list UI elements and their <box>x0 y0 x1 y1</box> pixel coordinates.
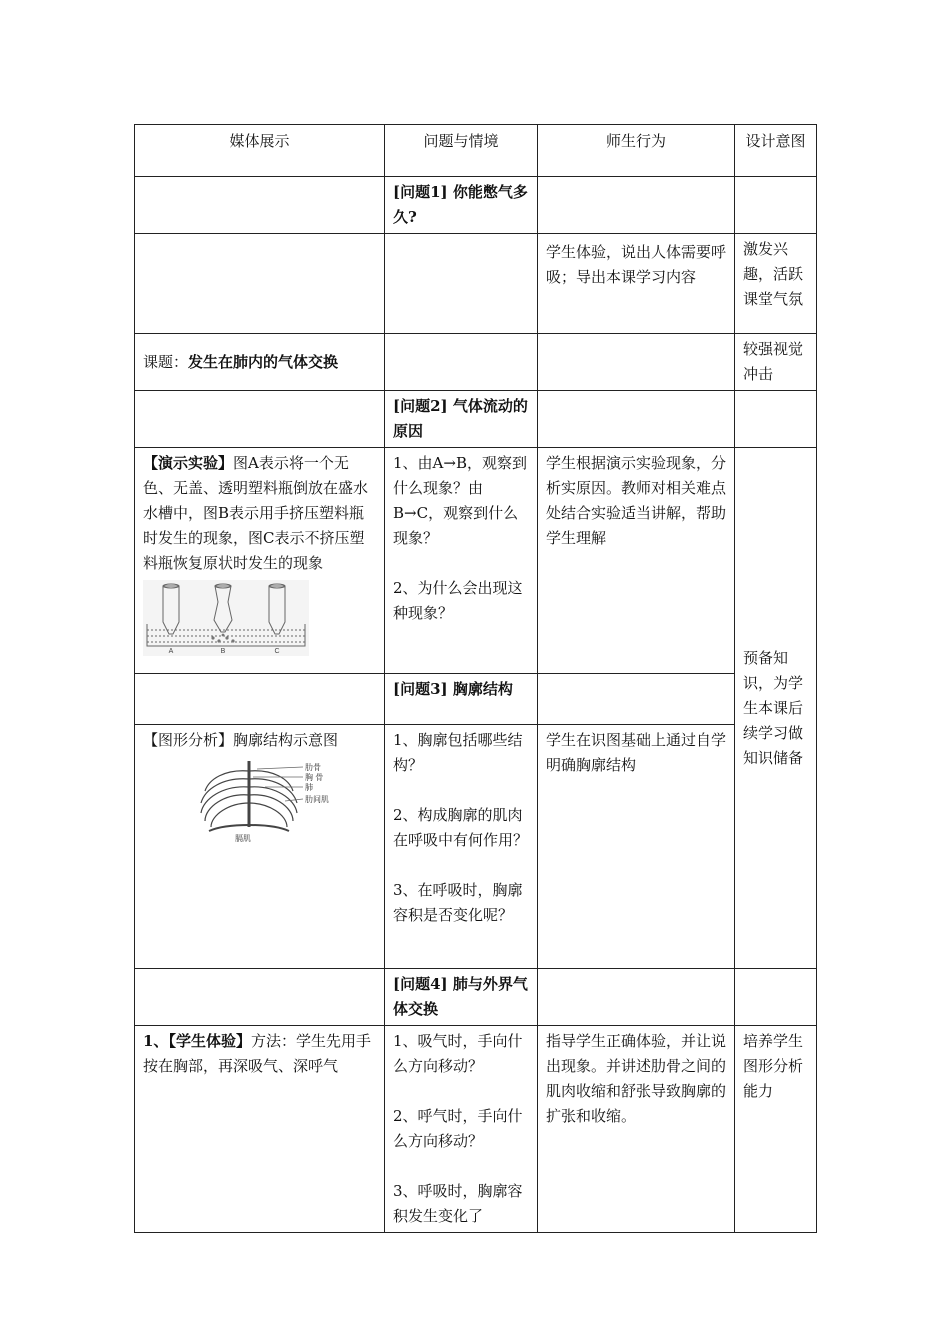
demo-question-1: 1、由A→B，观察到什么现象？由B→C，观察到什么现象？ <box>393 454 527 547</box>
demo-cell <box>135 448 385 674</box>
figure-tag: 【图形分析】 <box>143 731 234 749</box>
bottles-figure <box>143 580 309 656</box>
experience-text: 方法：学生先用手按在胸部，再深吸气、深呼气 <box>143 1032 371 1075</box>
table-header-row <box>135 125 817 177</box>
topic-cell <box>135 334 385 391</box>
figure-text: 胸廓结构示意图 <box>233 731 339 749</box>
header-intent: 设计意图 <box>735 125 817 177</box>
figure-cell <box>135 725 385 969</box>
experience-num: 1、 <box>143 1032 169 1050</box>
table-row <box>135 391 817 448</box>
topic-prefix: 课题： <box>143 352 189 371</box>
table-row <box>135 969 817 1026</box>
demo-text: 图A表示将一个无色、无盖、透明塑料瓶倒放在盛水水槽中，图B表示用手挤压塑料瓶时发生的现象，图C表示不挤压塑料瓶恢复原状时发生的现象 <box>143 454 369 572</box>
fig-label-b: B <box>220 648 226 655</box>
question-4: [问题4] 肺与外界气体交换 <box>385 969 538 1026</box>
question-3: [问题3] 胸廓结构 <box>385 674 538 725</box>
experience-question-3: 3、呼吸时，胸廓容积发生变化了 <box>393 1182 523 1225</box>
label-sternum: 胸 骨 <box>305 773 324 782</box>
experience-question-2: 2、呼气时，手向什么方向移动？ <box>393 1107 523 1150</box>
fig-label-a: A <box>168 648 174 655</box>
lesson-plan-table <box>134 124 817 1233</box>
demo-question-2: 2、为什么会出现这种现象？ <box>393 579 523 622</box>
table-row <box>135 234 817 334</box>
table-row <box>135 725 817 969</box>
header-action: 师生行为 <box>538 125 735 177</box>
table-row <box>135 177 817 234</box>
experience-question-1: 1、吸气时，手向什么方向移动？ <box>393 1032 523 1075</box>
experience-cell <box>135 1026 385 1233</box>
table-row <box>135 674 817 725</box>
figure-question-2: 2、构成胸廓的肌肉在呼吸中有何作用？ <box>393 806 529 849</box>
table-row <box>135 448 817 674</box>
topic-title: 发生在肺内的气体交换 <box>188 352 339 371</box>
experience-intent: 培养学生图形分析能力 <box>735 1026 817 1233</box>
experience-tag: 【学生体验】 <box>168 1032 251 1050</box>
figure-action: 学生在识图基础上通过自学明确胸廓结构 <box>538 725 735 969</box>
label-diaphragm: 膈肌 <box>235 834 251 843</box>
header-question: 问题与情境 <box>385 125 538 177</box>
merged-intent: 预备知识，为学生本课后续学习做知识储备 <box>735 448 817 969</box>
question-1: [问题1] 你能憋气多久? <box>385 177 538 234</box>
demo-action: 学生根据演示实验现象，分析实原因。教师对相关难点处结合实验适当讲解，帮助学生理解 <box>538 448 735 674</box>
experience-action: 指导学生正确体验，并让说出现象。并讲述肋骨之间的肌肉收缩和舒张导致胸廓的扩张和收缩。 <box>538 1026 735 1233</box>
table-row <box>135 334 817 391</box>
label-rib: 肋骨 <box>305 763 321 772</box>
header-media: 媒体展示 <box>135 125 385 177</box>
figure-question-1: 1、胸廓包括哪些结构？ <box>393 731 523 774</box>
table-row <box>135 1026 817 1233</box>
row2-intent: 激发兴趣，活跃课堂气氛 <box>735 234 817 334</box>
figure-question-3: 3、在呼吸时，胸廓容积是否变化呢？ <box>393 881 523 924</box>
demo-tag: 【演示实验】 <box>143 454 234 472</box>
label-lung: 肺 <box>305 783 313 792</box>
thorax-figure <box>195 757 385 843</box>
question-2: [问题2] 气体流动的原因 <box>385 391 538 448</box>
row3-intent: 较强视觉冲击 <box>735 334 817 391</box>
row2-action: 学生体验，说出人体需要呼吸；导出本课学习内容 <box>538 234 735 334</box>
label-intercostal: 肋间肌 <box>305 795 329 804</box>
fig-label-c: C <box>274 648 280 655</box>
